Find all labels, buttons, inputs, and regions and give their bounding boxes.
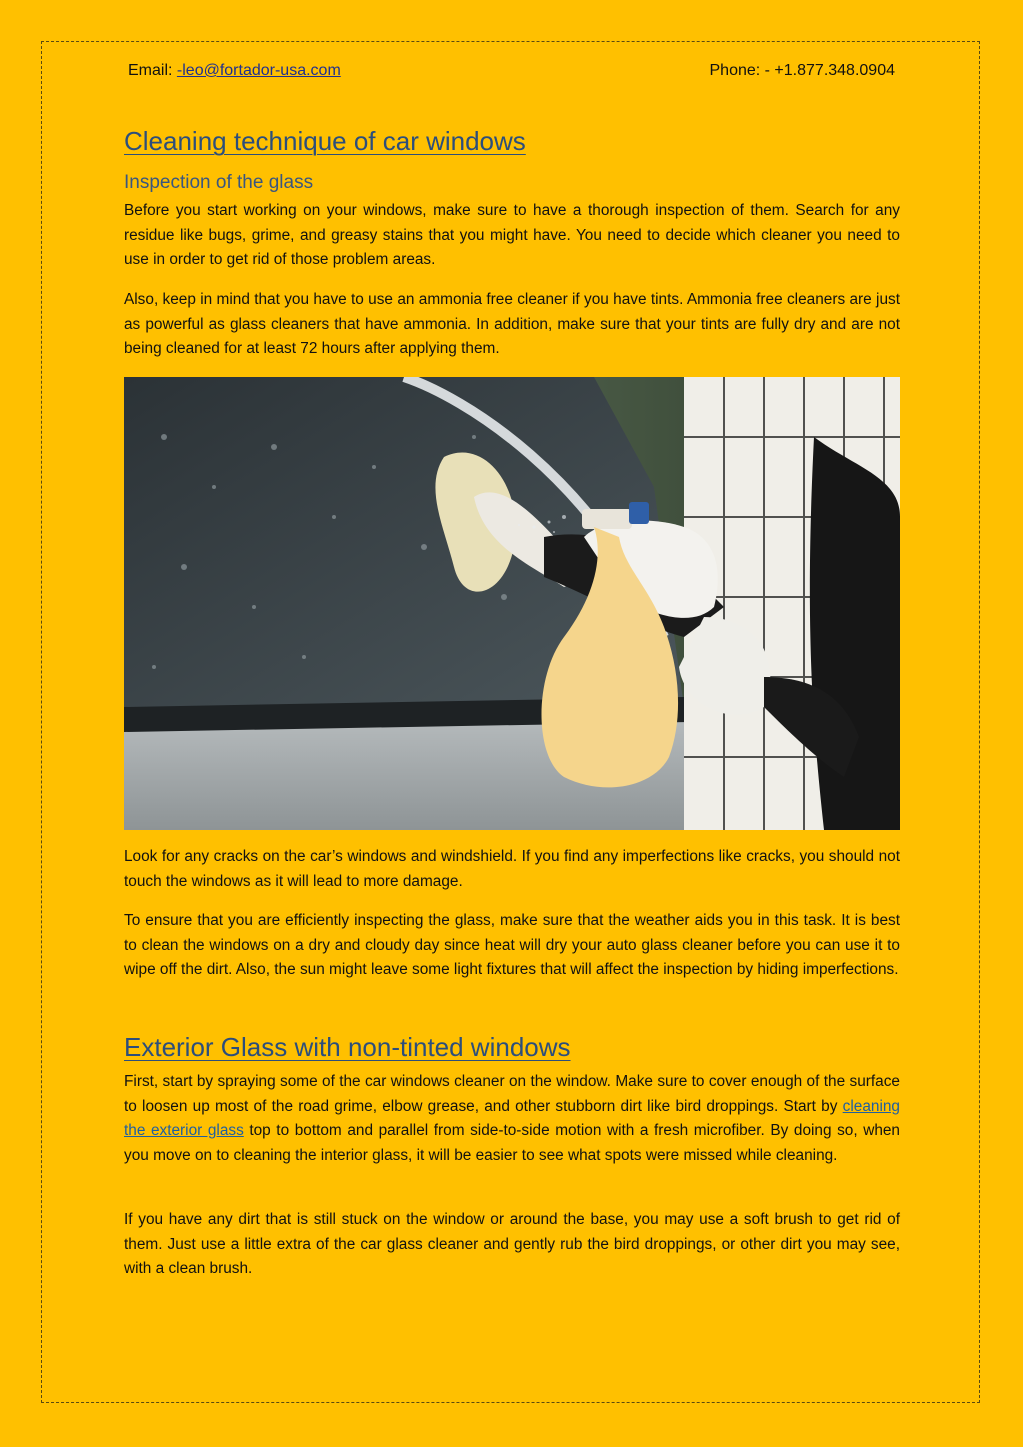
contact-header xyxy=(128,62,895,80)
exterior-paragraph-2: If you have any dirt that is still stuck on the window or around the base, you may use a soft brush to get rid of them. Just use a little extra of the car glass cleaner and gently rub the bird droppings, or other dirt you may see, with a clean brush. xyxy=(124,1211,900,1278)
exterior-p1-text-before: First, start by spraying some of the car windows cleaner on the window. Make sure to cover enough of the surface to loosen up most of the road grime, elbow grease, and other stubborn dirt like bird droppings. Start by xyxy=(124,1073,900,1115)
exterior-heading: Exterior Glass with non-tinted windows xyxy=(124,1032,571,1062)
email-link[interactable]: -leo@fortador-usa.com xyxy=(176,62,341,79)
inspection-paragraph-2: Also, keep in mind that you have to use an ammonia free cleaner if you have tints. Ammonia free cleaners are just as powerful as glass cleaners that have ammonia. In addition, make sure that your tints are fully dry and are not being cleaned for at least 72 hours after applying them. xyxy=(124,291,900,358)
inspection-paragraph-3: Look for any cracks on the car’s windows and windshield. If you find any imperfections like cracks, you should not touch the windows as it will lead to more damage. xyxy=(124,848,900,890)
inspection-heading: Inspection of the glass xyxy=(124,172,314,193)
email-label: Email: xyxy=(128,62,177,79)
exterior-paragraph-1 xyxy=(124,1070,900,1168)
car-window-cleaning-photo xyxy=(124,377,900,830)
photo-illustration xyxy=(124,377,900,830)
cleaning-exterior-glass-link[interactable]: cleaning the exterior glass xyxy=(124,1097,900,1140)
inspection-paragraph-1: Before you start working on your windows, make sure to have a thorough inspection of them. Search for any residue like bugs, grime, and greasy stains that you might have. You need to decide which cleaner you need to use in order to get rid of those problem areas. xyxy=(124,202,900,269)
inspection-paragraph-4: To ensure that you are efficiently inspecting the glass, make sure that the weather aids you in this task. It is best to clean the windows on a dry and cloudy day since heat will dry your auto glass cleaner before you can use it to wipe off the dirt. Also, the sun might leave some light fixtures that will affect the inspection by hiding imperfections. xyxy=(124,912,900,979)
email-line xyxy=(128,62,341,80)
exterior-p1-text-after: top to bottom and parallel from side-to-side motion with a fresh microfiber. By doing so, when you move on to cleaning the interior glass, it will be easier to see what spots were missed while cleaning. xyxy=(124,1122,900,1164)
page-title: Cleaning technique of car windows xyxy=(124,126,526,156)
phone-line: Phone: - +1.877.348.0904 xyxy=(709,62,895,79)
